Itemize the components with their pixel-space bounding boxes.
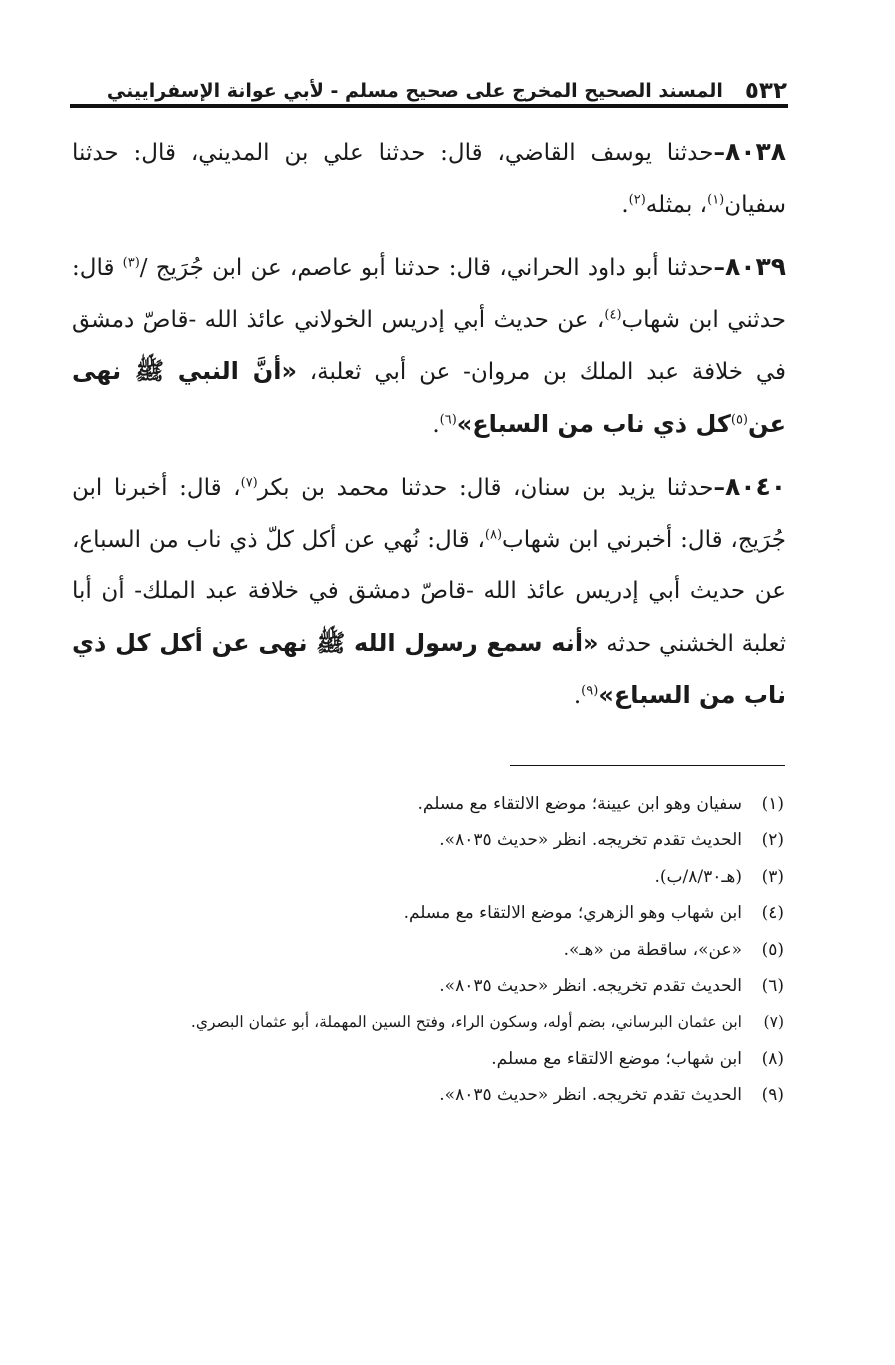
hadith-matn: «أنه سمع رسول الله ﷺ نهى عن أكل كل ذي ناب من السباع» — [72, 628, 786, 709]
book-title: المسند الصحيح المخرج على صحيح مسلم - لأبي عوانة الإسفراييني — [106, 80, 723, 102]
footnote — [100, 1004, 784, 1040]
footnote-ref: (٩) — [581, 683, 599, 699]
hadith-text: حدثنا يزيد بن سنان، قال: حدثنا محمد بن بكر — [257, 475, 714, 501]
header-rule — [70, 104, 788, 108]
footnote-text: (هـ٨/٣٠/ب). — [654, 866, 742, 887]
footnote-ref: (٥) — [730, 411, 748, 427]
footnote — [100, 968, 784, 1004]
footnote — [100, 895, 784, 931]
footnote-text: «عن»، ساقطة من «هـ». — [563, 939, 742, 960]
hadith-text: ، قال: نُهي عن أكل كلّ ذي ناب من السباع، عن حديث أبي إدريس عائذ الله -قاصّ دمشق في خلافة عبد الملك- أن أبا ثعلبة الخشني حدثه — [72, 526, 786, 657]
hadith-text: قال: حدثني ابن شهاب — [72, 255, 786, 333]
footnote-number: (١) — [761, 794, 784, 814]
hadith-text: حدثنا يوسف القاضي، قال: حدثنا علي بن المديني، قال: حدثنا سفيان — [72, 140, 786, 218]
footnote-ref: (٤) — [604, 306, 622, 322]
footnote-ref: (٨) — [484, 526, 503, 542]
footnote — [100, 822, 784, 858]
running-header — [106, 66, 787, 106]
hadith-text: . — [573, 683, 582, 709]
footnote-number: (٧) — [763, 1013, 784, 1032]
footnotes-list — [100, 786, 784, 1114]
footnote — [100, 1041, 784, 1077]
number-dash: – — [713, 254, 725, 281]
footnote-text: ابن شهاب؛ موضع الالتقاء مع مسلم. — [491, 1048, 742, 1069]
hadith-matn: «أنَّ النبي ﷺ نهى عن — [72, 357, 786, 438]
hadith-number: ٨٠٣٩ — [724, 252, 786, 281]
number-dash: – — [713, 139, 725, 166]
hadith-paragraph — [72, 461, 786, 723]
footnote-ref: (٦) — [439, 411, 457, 427]
footnote-number: (٤) — [761, 903, 784, 924]
hadith-text: حدثنا أبو داود الحراني، قال: حدثنا أبو عاصم، عن ابن جُرَيج / — [139, 255, 714, 281]
footnote-separator — [510, 765, 785, 766]
footnote-text: ابن شهاب وهو الزهري؛ موضع الالتقاء مع مسلم. — [403, 903, 742, 924]
number-dash: – — [713, 474, 725, 501]
footnote-text: الحديث تقدم تخريجه. انظر «حديث ٨٠٣٥». — [439, 975, 742, 996]
footnote — [100, 1077, 784, 1113]
footnote-text: سفيان وهو ابن عيينة؛ موضع الالتقاء مع مسلم. — [417, 794, 742, 814]
footnote-number: (٩) — [761, 1085, 784, 1106]
hadith-text: . — [621, 191, 629, 218]
footnote-text: الحديث تقدم تخريجه. انظر «حديث ٨٠٣٥». — [439, 1085, 742, 1106]
hadith-text: ، عن حديث أبي إدريس الخولاني عائذ الله -قاصّ دمشق في خلافة عبد الملك بن مروان- عن أبي ثعلبة، — [72, 306, 786, 385]
footnote-number: (٦) — [761, 975, 784, 996]
footnote-ref: (٣) — [122, 255, 140, 271]
footnote-number: (٣) — [761, 866, 784, 887]
hadith-text: ، قال: أخبرنا ابن جُرَيج، قال: أخبرني ابن شهاب — [72, 475, 786, 553]
hadith-matn: كل ذي ناب من السباع» — [456, 409, 731, 438]
page-number: ٥٣٢ — [744, 78, 787, 104]
footnote — [100, 859, 784, 895]
hadith-text: . — [432, 411, 440, 438]
hadith-number: ٨٠٣٨ — [724, 137, 786, 166]
main-text — [72, 126, 786, 733]
footnote — [100, 786, 784, 822]
hadith-paragraph — [72, 126, 786, 231]
footnote-text: ابن عثمان البرساني، بضم أوله، وسكون الراء، وفتح السين المهملة، أبو عثمان البصري. — [190, 1013, 742, 1032]
footnote-ref: (٢) — [628, 191, 646, 207]
footnote-ref: (١) — [707, 191, 725, 207]
hadith-number: ٨٠٤٠ — [724, 472, 786, 501]
footnote-number: (٥) — [761, 939, 784, 960]
footnote — [100, 932, 784, 968]
footnote-ref: (٧) — [240, 475, 258, 491]
footnote-number: (٨) — [761, 1048, 784, 1069]
footnote-number: (٢) — [761, 830, 784, 851]
footnote-text: الحديث تقدم تخريجه. انظر «حديث ٨٠٣٥». — [439, 830, 742, 851]
hadith-text: ، بمثله — [645, 191, 708, 218]
hadith-paragraph — [72, 241, 786, 451]
